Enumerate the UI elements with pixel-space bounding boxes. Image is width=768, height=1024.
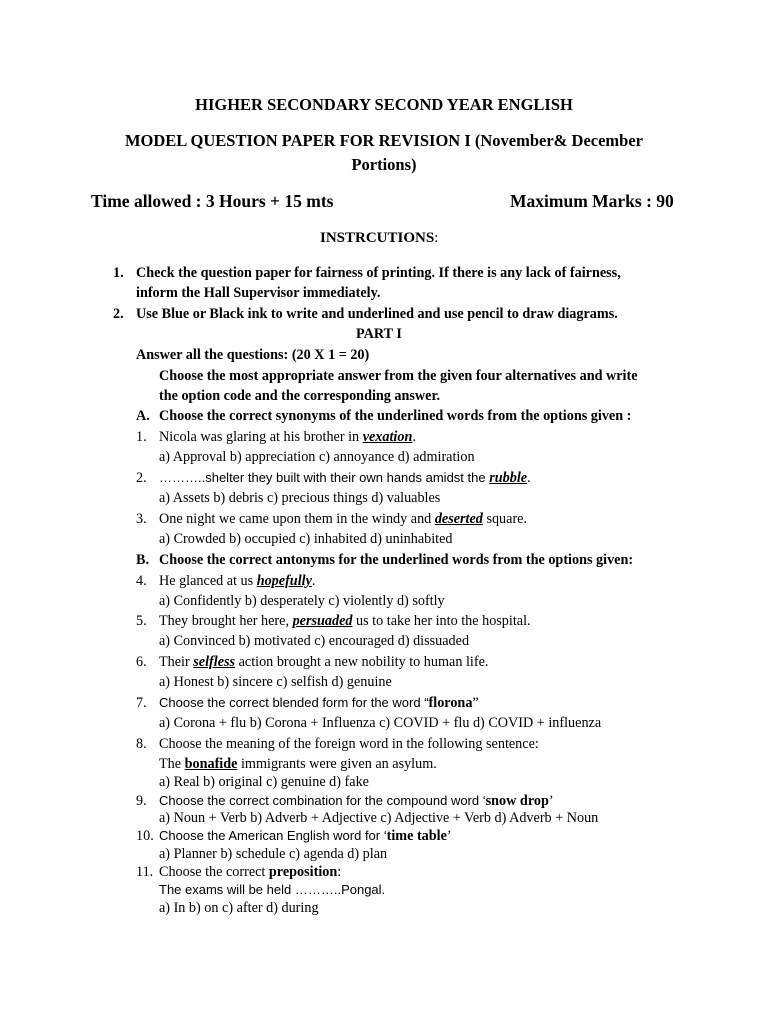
question-options: a) Convinced b) motivated c) encouraged d) dissuaded <box>159 633 470 649</box>
instructions-heading: INSTRCUTIONS: <box>320 230 439 246</box>
question-text: Their selfless action brought a new nobility to human life. <box>159 654 489 670</box>
question-number: 2. <box>136 470 147 486</box>
maximum-marks: Maximum Marks : 90 <box>510 191 674 211</box>
exam-title: HIGHER SECONDARY SECOND YEAR ENGLISH <box>195 95 573 114</box>
question-number: 7. <box>136 695 147 711</box>
instruction-text: Use Blue or Black ink to write and underlined and use pencil to draw diagrams. <box>136 306 618 322</box>
question-options: a) Corona + flu b) Corona + Influenza c) COVID + flu d) COVID + influenza <box>159 715 602 731</box>
question-number: 6. <box>136 654 147 670</box>
paper-title-line2: Portions) <box>351 155 417 174</box>
question-text: Choose the American English word for ‘time table’ <box>159 828 452 844</box>
underlined-word: hopefully <box>256 573 312 589</box>
question-options: a) Approval b) appreciation c) annoyance d) admiration <box>159 449 475 465</box>
key-word: time table <box>386 828 447 844</box>
section-letter: B. <box>136 552 150 568</box>
question-sentence: The bonafide immigrants were given an asylum. <box>159 756 437 772</box>
underlined-word: persuaded <box>292 613 353 629</box>
question-text: Choose the correct blended form for the word “florona” <box>159 695 479 711</box>
paper-title-line1: MODEL QUESTION PAPER FOR REVISION I (November& December <box>124 131 644 150</box>
instruction-number: 2. <box>113 306 124 322</box>
question-number: 8. <box>136 736 147 752</box>
question-number: 10. <box>136 828 154 844</box>
question-text: Nicola was glaring at his brother in vexation. <box>159 429 416 445</box>
question-number: 9. <box>136 793 147 809</box>
part-heading: PART I <box>356 326 402 342</box>
question-text: ………..shelter they built with their own hands amidst the rubble. <box>159 470 531 486</box>
underlined-word: rubble <box>489 470 528 486</box>
underlined-word: vexation <box>362 429 413 445</box>
instruction-text: inform the Hall Supervisor immediately. <box>136 285 381 301</box>
question-text: Choose the correct preposition: <box>159 864 342 880</box>
underlined-word: deserted <box>434 511 483 527</box>
question-options: a) Real b) original c) genuine d) fake <box>159 774 369 790</box>
question-number: 1. <box>136 429 147 445</box>
question-options: a) Confidently b) desperately c) violently d) softly <box>159 593 445 609</box>
question-text: They brought her here, persuaded us to take her into the hospital. <box>159 613 531 629</box>
key-word: snow drop <box>485 793 549 809</box>
question-number: 4. <box>136 573 147 589</box>
section-b-heading: Choose the correct antonyms for the underlined words from the options given: <box>159 552 634 568</box>
key-word: preposition <box>268 864 338 880</box>
question-options: a) In b) on c) after d) during <box>159 900 319 916</box>
question-text: Choose the correct combination for the compound word ‘snow drop’ <box>159 793 554 809</box>
answer-all-instruction: Answer all the questions: (20 X 1 = 20) <box>136 347 370 363</box>
instruction-number: 1. <box>113 265 124 281</box>
choose-instruction: Choose the most appropriate answer from the given four alternatives and write <box>159 368 638 384</box>
underlined-word: selfless <box>193 654 236 670</box>
question-options: a) Planner b) schedule c) agenda d) plan <box>159 846 388 862</box>
question-text: One night we came upon them in the windy and deserted square. <box>159 511 528 527</box>
section-letter: A. <box>136 408 150 424</box>
question-text: Choose the meaning of the foreign word in the following sentence: <box>159 736 539 752</box>
question-options: a) Honest b) sincere c) selfish d) genuine <box>159 674 392 690</box>
time-allowed: Time allowed : 3 Hours + 15 mts <box>91 191 334 211</box>
choose-instruction: the option code and the corresponding answer. <box>159 388 441 404</box>
underlined-word: bonafide <box>184 756 238 772</box>
instruction-text: Check the question paper for fairness of printing. If there is any lack of fairness, <box>136 265 621 281</box>
question-sentence: The exams will be held ………..Pongal. <box>159 882 386 897</box>
question-options: a) Assets b) debris c) precious things d) valuables <box>159 490 441 506</box>
section-a-heading: Choose the correct synonyms of the underlined words from the options given : <box>159 408 632 424</box>
question-number: 5. <box>136 613 147 629</box>
key-word: florona <box>428 695 473 711</box>
question-text: He glanced at us hopefully. <box>159 573 316 589</box>
question-options: a) Noun + Verb b) Adverb + Adjective c) Adjective + Verb d) Adverb + Noun <box>159 810 599 826</box>
question-number: 3. <box>136 511 147 527</box>
question-options: a) Crowded b) occupied c) inhabited d) uninhabited <box>159 531 453 547</box>
question-number: 11. <box>136 864 154 880</box>
